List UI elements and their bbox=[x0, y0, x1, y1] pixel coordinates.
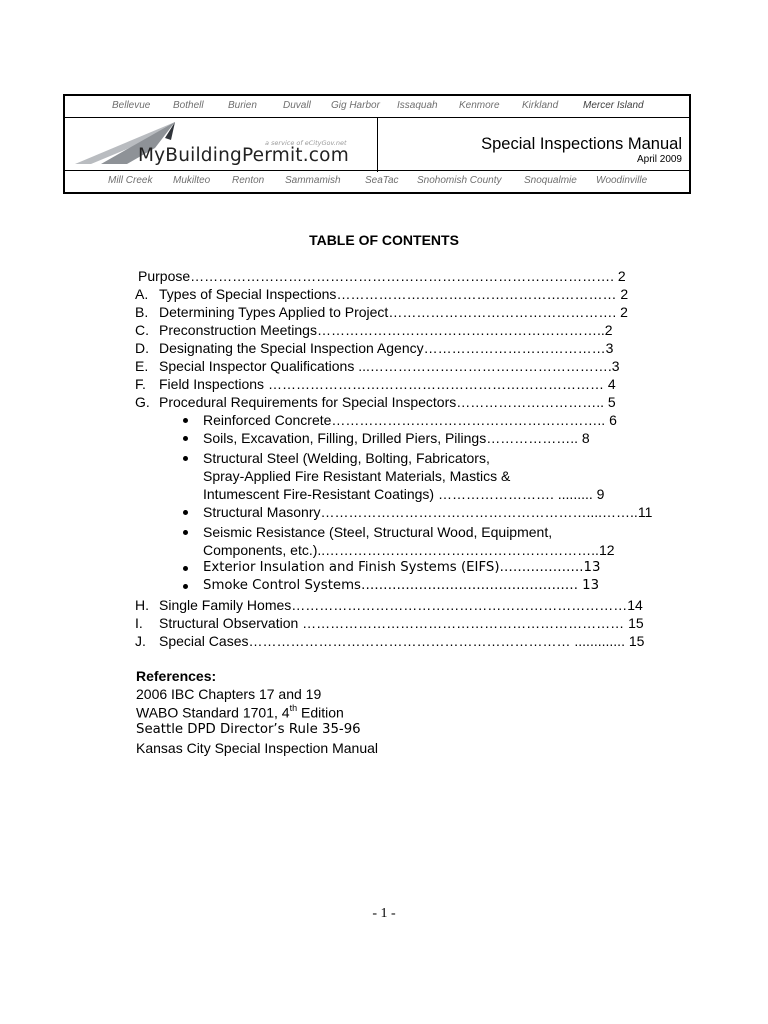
city-link[interactable]: Issaquah bbox=[397, 100, 438, 111]
toc-entry-label: Field Inspections bbox=[159, 376, 265, 392]
toc-entry-h[interactable] bbox=[135, 596, 643, 614]
toc-entry-label: Special Cases bbox=[159, 633, 249, 649]
toc-entry-leader: …………………………………………………………… ............. 15 bbox=[248, 633, 645, 649]
toc-entry-leader: ……………………………………………………………… 4 bbox=[264, 376, 616, 392]
toc-subentry-structural-steel-cont2[interactable] bbox=[203, 485, 604, 503]
toc-subentry-structural-steel[interactable] bbox=[203, 449, 490, 467]
toc-entry-letter: J. bbox=[135, 633, 146, 649]
city-link[interactable]: Woodinville bbox=[596, 175, 648, 186]
toc-subentry-structural-steel-cont[interactable] bbox=[203, 467, 510, 485]
manual-title: Special Inspections Manual bbox=[481, 135, 682, 153]
toc-entry-leader: ……………………………………………………..2 bbox=[316, 322, 613, 338]
toc-entry-label: Spray-Applied Fire Resistant Materials, Mastics & bbox=[203, 468, 511, 484]
toc-entry-label: Reinforced Concrete bbox=[203, 412, 332, 428]
toc-entry-label: Purpose bbox=[138, 268, 191, 284]
toc-entry-leader: ………………………………………………….. 6 bbox=[331, 412, 617, 428]
reference-text: WABO Standard 1701, 4 bbox=[136, 704, 290, 721]
toc-entry-a[interactable] bbox=[135, 285, 628, 303]
city-link[interactable]: Gig Harbor bbox=[331, 100, 380, 111]
toc-entry-leader: …………………………………………………....……..11 bbox=[320, 504, 653, 520]
toc-entry-purpose[interactable] bbox=[138, 267, 626, 285]
toc-entry-label: Structural Steel (Welding, Bolting, Fabricators, bbox=[203, 450, 490, 466]
toc-entry-label: Seismic Resistance (Steel, Structural Wood, Equipment, bbox=[203, 524, 553, 540]
toc-entry-letter: I. bbox=[135, 615, 143, 631]
reference-item bbox=[136, 722, 361, 737]
bullet-icon bbox=[183, 418, 188, 423]
city-link[interactable]: Snohomish County bbox=[417, 175, 502, 186]
references-title: References: bbox=[136, 668, 217, 684]
toc-entry-label: Single Family Homes bbox=[159, 597, 292, 613]
reference-text: 2006 IBC Chapters 17 and 19 bbox=[136, 686, 322, 702]
toc-entry-d[interactable] bbox=[135, 339, 613, 357]
reference-text-after: Edition bbox=[297, 704, 344, 721]
toc-entry-label: Structural Observation bbox=[159, 615, 299, 631]
toc-entry-leader: …………………………………………. 2 bbox=[388, 304, 628, 320]
toc-entry-leader: ……………………. ......... 9 bbox=[434, 486, 605, 502]
toc-entry-letter: E. bbox=[135, 358, 149, 374]
toc-entry-label: Soils, Excavation, Filling, Drilled Piers, Pilings bbox=[203, 430, 487, 446]
city-link[interactable]: Renton bbox=[232, 175, 265, 186]
city-link[interactable]: Mercer Island bbox=[583, 100, 644, 111]
toc-entry-label: Intumescent Fire-Resistant Coatings) bbox=[203, 486, 435, 502]
page-number: - 1 - bbox=[372, 906, 396, 921]
toc-entry-leader: ……………….. 8 bbox=[486, 430, 590, 446]
bullet-icon bbox=[183, 510, 188, 515]
toc-entry-leader: …………………………………………………………… 15 bbox=[298, 615, 644, 631]
toc-entry-leader: ………………………………………………………………14 bbox=[291, 597, 643, 613]
toc-entry-e[interactable] bbox=[135, 357, 620, 375]
city-link[interactable]: Kirkland bbox=[522, 100, 559, 111]
city-link[interactable]: SeaTac bbox=[365, 175, 399, 186]
toc-entry-letter: B. bbox=[135, 304, 149, 320]
toc-subentry-seismic-cont[interactable] bbox=[203, 541, 615, 559]
toc-subentry-reinforced-concrete[interactable] bbox=[203, 411, 617, 429]
toc-entry-i[interactable] bbox=[135, 614, 644, 632]
city-link[interactable]: Kenmore bbox=[459, 100, 500, 111]
toc-subentry-eifs[interactable] bbox=[203, 559, 600, 577]
toc-entry-leader: …………………………………………………… 2 bbox=[336, 286, 629, 302]
toc-entry-letter: G. bbox=[135, 394, 150, 410]
toc-entry-c[interactable] bbox=[135, 321, 613, 339]
toc-entry-label: Components, etc.) bbox=[203, 542, 318, 558]
logo-tagline: a service of eCityGov.net bbox=[265, 139, 347, 147]
toc-entry-label: Designating the Special Inspection Agency bbox=[159, 340, 424, 356]
toc-entry-letter: F. bbox=[135, 376, 146, 392]
manual-date: April 2009 bbox=[636, 154, 682, 165]
city-link[interactable]: Bellevue bbox=[112, 100, 151, 111]
reference-text: Seattle DPD Director’s Rule 35-96 bbox=[136, 722, 361, 737]
toc-entry-label: Preconstruction Meetings bbox=[159, 322, 317, 338]
logo[interactable] bbox=[65, 118, 378, 172]
bullet-icon bbox=[183, 456, 188, 461]
toc-subentry-soils[interactable] bbox=[203, 429, 590, 447]
toc-entry-letter: A. bbox=[135, 286, 149, 302]
city-link[interactable]: Burien bbox=[228, 100, 257, 111]
city-link[interactable]: Mukilteo bbox=[173, 175, 211, 186]
bullet-icon bbox=[183, 530, 188, 535]
toc-entry-label: Procedural Requirements for Special Inspectors bbox=[159, 394, 457, 410]
city-link[interactable]: Snoqualmie bbox=[524, 175, 577, 186]
city-link[interactable]: Bothell bbox=[173, 100, 204, 111]
toc-entry-leader: …………………………………………. 13 bbox=[360, 578, 600, 593]
city-link[interactable]: Sammamish bbox=[285, 175, 341, 186]
toc-entry-leader: ……………….13 bbox=[499, 560, 601, 575]
bullet-icon bbox=[183, 566, 188, 571]
toc-subentry-structural-masonry[interactable] bbox=[203, 503, 652, 521]
bullet-icon bbox=[183, 436, 188, 441]
toc-entry-letter: H. bbox=[135, 597, 149, 613]
reference-superscript: th bbox=[289, 703, 298, 713]
toc-subentry-smoke-control[interactable] bbox=[203, 577, 599, 595]
toc-entry-label: Structural Masonry bbox=[203, 504, 321, 520]
toc-entry-leader: ..…………………………………………………..12 bbox=[317, 542, 615, 558]
reference-item bbox=[136, 686, 321, 702]
toc-entry-leader: …………………………………………….3 bbox=[369, 358, 620, 374]
toc-entry-label: Determining Types Applied to Project bbox=[159, 304, 389, 320]
bullet-icon bbox=[183, 584, 188, 589]
toc-entry-leader: …………………………………3 bbox=[423, 340, 614, 356]
city-link[interactable]: Duvall bbox=[283, 100, 311, 111]
toc-entry-letter: D. bbox=[135, 340, 149, 356]
toc-entry-label: Types of Special Inspections bbox=[159, 286, 337, 302]
toc-entry-label: Smoke Control Systems bbox=[203, 578, 361, 593]
toc-entry-b[interactable] bbox=[135, 303, 628, 321]
header-main-row bbox=[65, 118, 689, 172]
toc-subentry-seismic[interactable] bbox=[203, 523, 552, 541]
toc-entry-j[interactable] bbox=[135, 632, 644, 650]
toc-entry-label: Special Inspector Qualifications ... bbox=[159, 358, 370, 374]
cities-row-bottom bbox=[65, 170, 689, 192]
toc-entry-leader: ………………………….. 5 bbox=[456, 394, 616, 410]
toc-entry-label: Exterior Insulation and Finish Systems (EIFS) bbox=[203, 560, 500, 575]
reference-item bbox=[136, 740, 378, 756]
reference-text: Kansas City Special Inspection Manual bbox=[136, 740, 379, 756]
cities-row-top bbox=[65, 96, 689, 118]
toc-entry-g[interactable] bbox=[135, 393, 616, 411]
toc-entry-f[interactable] bbox=[135, 375, 616, 393]
city-link[interactable]: Mill Creek bbox=[108, 175, 153, 186]
toc-title: TABLE OF CONTENTS bbox=[309, 232, 459, 248]
reference-item bbox=[136, 704, 344, 721]
toc-entry-leader: ………………………………………………………………………………. 2 bbox=[190, 268, 626, 284]
header-box bbox=[63, 94, 691, 194]
logo-text: MyBuildingPermit.com bbox=[138, 145, 349, 166]
toc-entry-letter: C. bbox=[135, 322, 149, 338]
